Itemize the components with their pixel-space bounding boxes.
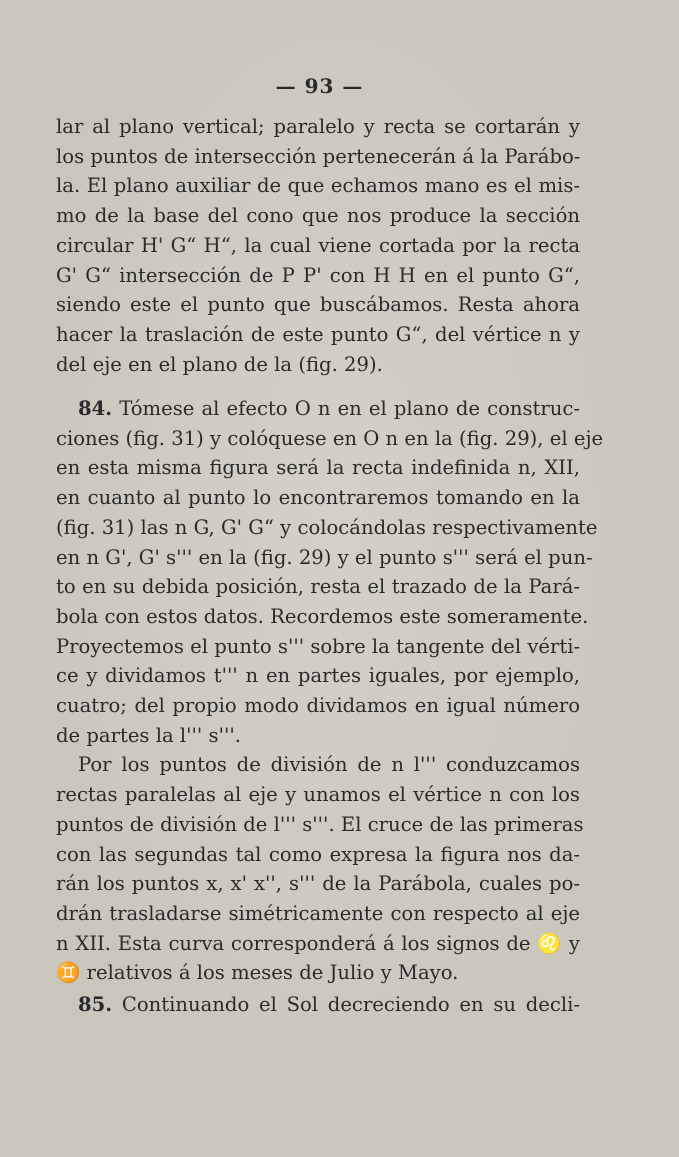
text-block-top bbox=[56, 112, 580, 379]
text-line: rectas paralelas al eje y unamos el vértice n con los bbox=[56, 783, 580, 807]
text-line: bola con estos datos. Recordemos este someramente. bbox=[56, 604, 589, 628]
text-line: Tómese al efecto O n en el plano de construc- bbox=[119, 397, 580, 420]
text-line: to en su debida posición, resta el trazado de la Pará- bbox=[56, 575, 580, 599]
text-line: drán trasladarse simétricamente con respecto al eje bbox=[56, 901, 580, 925]
text-line: ciones (fig. 31) y colóquese en O n en la (fig. 29), el eje bbox=[56, 426, 604, 450]
text-line: circular H' G“ H“, la cual viene cortada por la recta bbox=[56, 233, 580, 257]
text-block-middle bbox=[56, 394, 604, 988]
text-line: ce y dividamos t''' n en partes iguales, por ejemplo, bbox=[56, 664, 580, 688]
text-block-bottom bbox=[56, 990, 580, 1020]
paragraph-84-first-line bbox=[56, 394, 580, 424]
text-line: Por los puntos de división de n l''' conduzcamos bbox=[78, 753, 580, 777]
text-line: Proyectemos el punto s''' sobre la tangente del vérti- bbox=[56, 634, 581, 658]
text-line: en cuanto al punto lo encontraremos tomando en la bbox=[56, 486, 580, 510]
paragraph-85-first-line bbox=[56, 990, 580, 1020]
text-line: de partes la l''' s'''. bbox=[56, 723, 241, 747]
text-line: lar al plano vertical; paralelo y recta se cortarán y bbox=[56, 115, 580, 138]
text-line: mo de la base del cono que nos produce la sección bbox=[56, 204, 580, 228]
text-line: puntos de división de l''' s'''. El cruce de las primeras bbox=[56, 812, 584, 836]
text-line: G' G“ intersección de P P' con H H en el punto G“, bbox=[56, 263, 580, 287]
page-number: — 93 — bbox=[275, 74, 364, 98]
text-line: (fig. 31) las n G, G' G“ y colocándolas respectivamente bbox=[56, 515, 598, 539]
text-line: Continuando el Sol decreciendo en su decli- bbox=[121, 993, 580, 1016]
text-line: en esta misma figura será la recta indefinida n, XII, bbox=[56, 456, 580, 480]
paragraph-number: 84. bbox=[78, 397, 113, 420]
text-line: rán los puntos x, x' x'', s''' de la Parábola, cuales po- bbox=[56, 872, 580, 896]
text-line: cuatro; del propio modo dividamos en igual número bbox=[56, 694, 580, 718]
paragraph-number: 85. bbox=[78, 993, 113, 1016]
text-line: en n G', G' s''' en la (fig. 29) y el punto s''' será el pun- bbox=[56, 545, 593, 569]
text-line: ♊ relativos á los meses de Julio y Mayo. bbox=[56, 961, 459, 985]
text-line: los puntos de intersección pertenecerán á la Parábo- bbox=[56, 144, 581, 168]
text-line: la. El plano auxiliar de que echamos mano es el mis- bbox=[56, 174, 580, 198]
text-line: siendo este el punto que buscábamos. Resta ahora bbox=[56, 293, 580, 317]
text-line: n XII. Esta curva corresponderá á los signos de ♌ y bbox=[56, 931, 580, 955]
text-line: hacer la traslación de este punto G“, del vértice n y bbox=[56, 322, 580, 346]
text-line: con las segundas tal como expresa la figura nos da- bbox=[56, 842, 580, 866]
text-line: del eje en el plano de la (fig. 29). bbox=[56, 352, 383, 376]
